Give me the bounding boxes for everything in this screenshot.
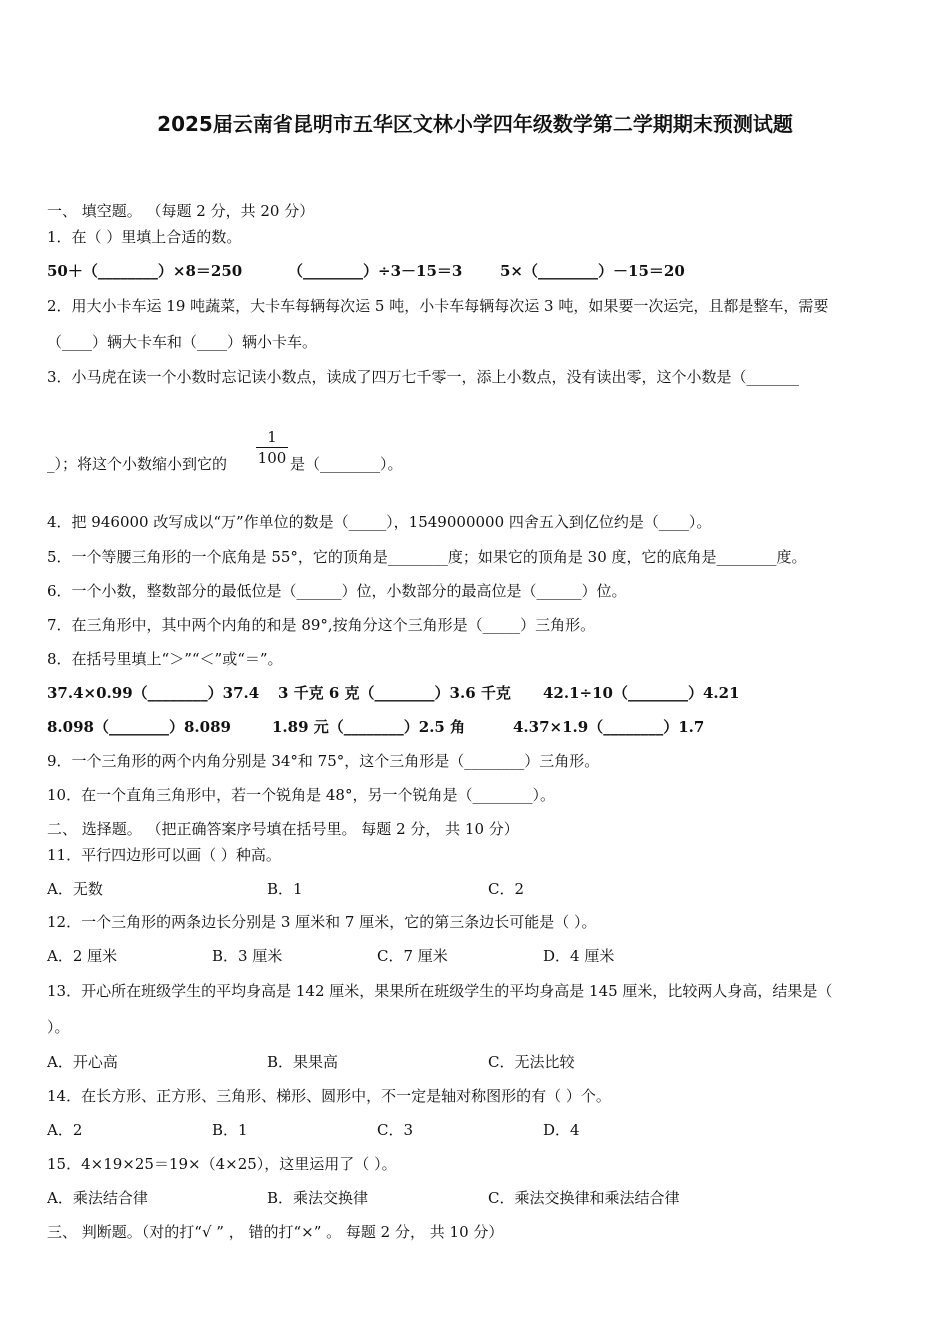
fraction-one-hundredth	[256, 428, 288, 467]
question-3-line-2a: _）；将这个小数缩小到它的	[47, 455, 228, 473]
q8-item-3: 42.1÷10（________）4.21	[543, 684, 740, 702]
page-title: 2025届云南省昆明市五华区文林小学四年级数学第二学期期末预测试题	[157, 112, 793, 136]
question-8: 8．在括号里填上“＞”“＜”或“＝”。	[47, 650, 283, 668]
question-2-line-2: （____）辆大卡车和（____）辆小卡车。	[47, 333, 318, 351]
q11-option-b: B．1	[267, 880, 303, 898]
q13-option-c: C．无法比较	[488, 1053, 575, 1071]
question-5: 5．一个等腰三角形的一个底角是 55°，它的顶角是________度；如果它的顶角是 30 度，它的底角是________度。	[47, 548, 807, 566]
q8-item-5: 1.89 元（________）2.5 角	[272, 718, 466, 736]
q14-option-b: B．1	[212, 1121, 248, 1139]
question-3-line-2b: 是（________）。	[290, 455, 403, 473]
q13-option-b: B．果果高	[267, 1053, 339, 1071]
q15-option-c: C．乘法交换律和乘法结合律	[488, 1189, 680, 1207]
section-1-heading: 一、 填空题。 （每题 2 分，共 20 分）	[47, 202, 315, 220]
question-6: 6．一个小数，整数部分的最低位是（______）位，小数部分的最高位是（______）位。	[47, 582, 627, 600]
question-14: 14．在长方形、正方形、三角形、梯形、圆形中，不一定是轴对称图形的有（ ）个。	[47, 1087, 611, 1105]
q11-option-a: A．无数	[47, 880, 103, 898]
q15-option-b: B．乘法交换律	[267, 1189, 369, 1207]
question-15: 15．4×19×25＝19×（4×25），这里运用了（ ）。	[47, 1155, 397, 1173]
q15-option-a: A．乘法结合律	[47, 1189, 148, 1207]
q1-item-1: 50＋（________）×8＝250	[47, 262, 243, 280]
q12-option-b: B．3 厘米	[212, 947, 283, 965]
question-9: 9．一个三角形的两个内角分别是 34°和 75°，这个三角形是（________）三角形。	[47, 752, 600, 770]
fraction-denominator: 100	[257, 449, 287, 467]
q1-item-3: 5×（________）－15＝20	[500, 262, 685, 280]
question-7: 7．在三角形中，其中两个内角的和是 89°,按角分这个三角形是（_____）三角形。	[47, 616, 596, 634]
question-11: 11．平行四边形可以画（ ）种高。	[47, 846, 281, 864]
question-3-line-1: 3．小马虎在读一个小数时忘记读小数点，读成了四万七千零一，添上小数点，没有读出零，这个小数是（_______	[47, 368, 800, 386]
question-12: 12．一个三角形的两条边长分别是 3 厘米和 7 厘米，它的第三条边长可能是（ ）。	[47, 913, 597, 931]
q13-option-a: A．开心高	[47, 1053, 118, 1071]
fraction-bar	[256, 447, 288, 448]
question-2-line-1: 2．用大小卡车运 19 吨蔬菜，大卡车每辆每次运 5 吨，小卡车每辆每次运 3 吨，如果要一次运完，且都是整车，需要	[47, 297, 829, 315]
q12-option-a: A．2 厘米	[47, 947, 118, 965]
question-13-line-1: 13．开心所在班级学生的平均身高是 142 厘米，果果所在班级学生的平均身高是 145 厘米，比较两人身高，结果是（	[47, 982, 833, 1000]
q12-option-c: C．7 厘米	[377, 947, 448, 965]
question-13-line-2: ）。	[47, 1018, 70, 1036]
q1-item-2: （________）÷3－15＝3	[288, 262, 463, 280]
q14-option-c: C．3	[377, 1121, 414, 1139]
q8-item-4: 8.098（________）8.089	[47, 718, 231, 736]
section-2-heading: 二、 选择题。 （把正确答案序号填在括号里。 每题 2 分， 共 10 分）	[47, 820, 519, 838]
fraction-numerator: 1	[267, 428, 277, 446]
q14-option-d: D．4	[543, 1121, 580, 1139]
q8-item-2: 3 千克 6 克（________）3.6 千克	[278, 684, 511, 702]
question-1: 1．在（ ）里填上合适的数。	[47, 228, 242, 246]
question-4: 4．把 946000 改写成以“万”作单位的数是（_____），1549000000 四舍五入到亿位约是（____）。	[47, 513, 712, 531]
question-10: 10．在一个直角三角形中，若一个锐角是 48°，另一个锐角是（________）。	[47, 786, 555, 804]
q12-option-d: D．4 厘米	[543, 947, 615, 965]
section-3-heading: 三、 判断题。（对的打“√ ” ， 错的打“×” 。 每题 2 分， 共 10 分）	[47, 1223, 504, 1241]
q8-item-6: 4.37×1.9（________）1.7	[513, 718, 705, 736]
q8-item-1: 37.4×0.99（________）37.4	[47, 684, 260, 702]
q14-option-a: A．2	[47, 1121, 83, 1139]
q11-option-c: C．2	[488, 880, 525, 898]
